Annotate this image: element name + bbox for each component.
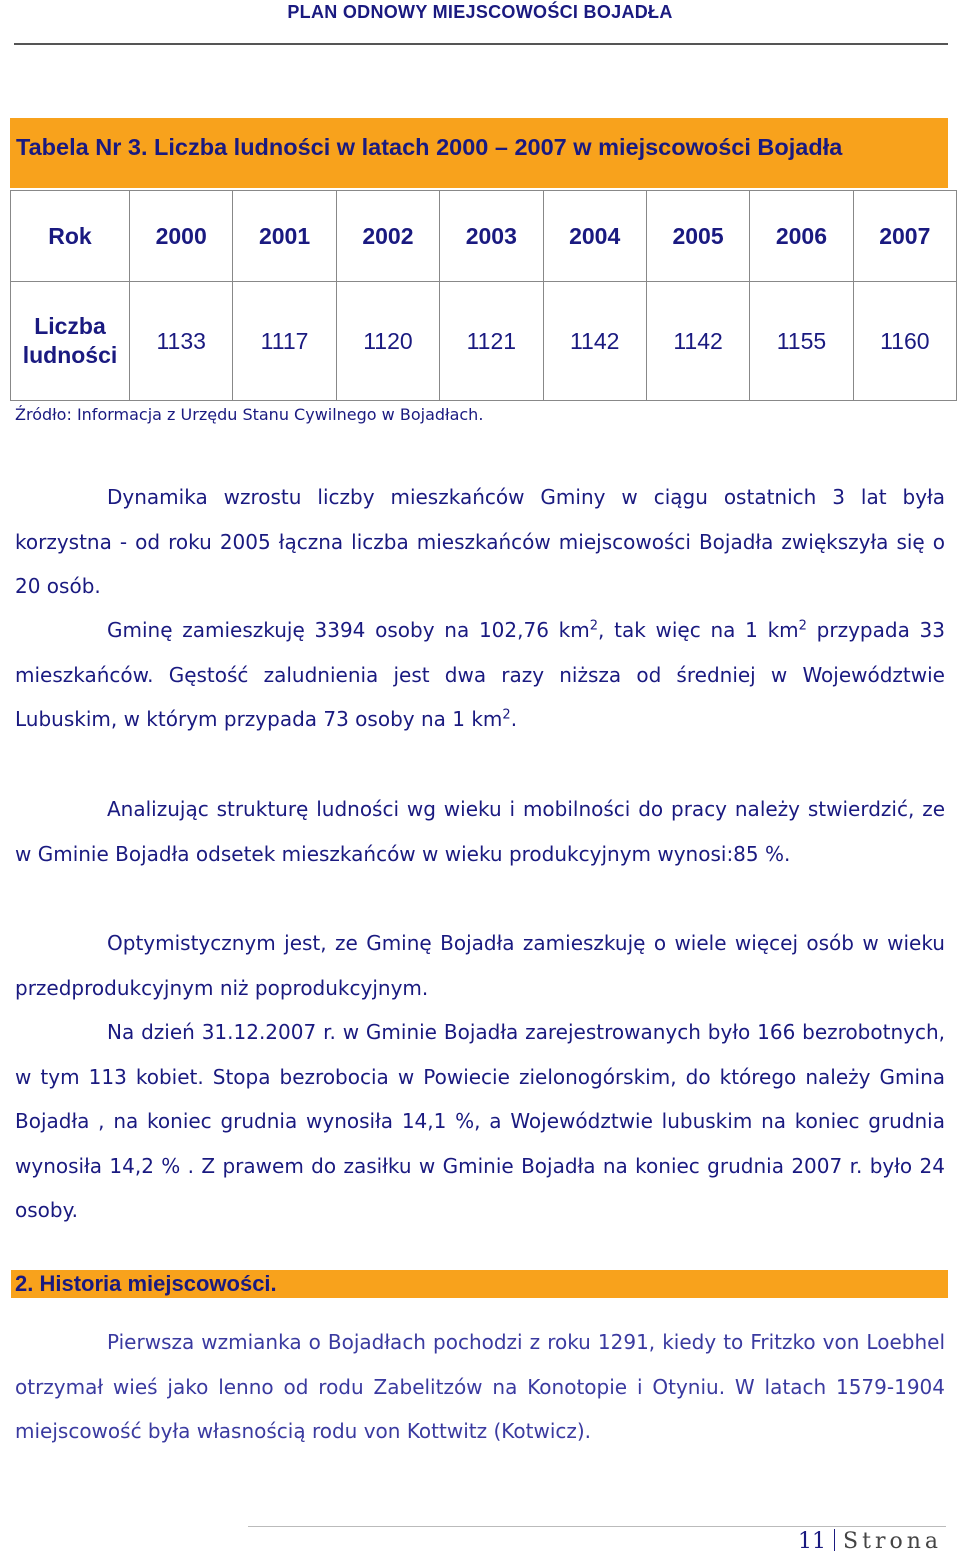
population-label-line1: Liczba: [34, 313, 106, 339]
paragraph-optimism: [15, 921, 945, 1010]
population-label-line2: ludności: [22, 342, 118, 368]
paragraph-dynamics: [15, 475, 945, 609]
table-caption: Tabela Nr 3. Liczba ludności w latach 2000 – 2007 w miejscowości Bojadła: [16, 134, 843, 160]
population-cell: 1121: [440, 282, 543, 401]
population-cell: 1120: [336, 282, 439, 401]
year-cell: 2005: [646, 191, 749, 282]
population-cell: 1155: [750, 282, 853, 401]
year-cell: 2007: [853, 191, 956, 282]
table-row-years: [11, 191, 957, 282]
population-table: [10, 190, 957, 401]
paragraph-dynamics-text: Dynamika wzrostu liczby mieszkańców Gminy w ciągu ostatnich 3 lat była korzystna - od roku 2005 łączna liczba mieszkańców miejscowości Bojadła zwiększyła się o 20 osób.: [15, 485, 945, 598]
page-footer: [798, 1529, 942, 1554]
paragraph-history-text: Pierwsza wzmianka o Bojadłach pochodzi z roku 1291, kiedy to Fritzko von Loebhel otrzymał wieś jako lenno od rodu Zabelitzów na Konotopie i Otyniu. W latach 1579-1904 miejscowość była własnością rodu von Kottwitz (Kotwicz).: [15, 1330, 945, 1443]
population-cell: 1142: [543, 282, 646, 401]
page-header: PLAN ODNOWY MIEJSCOWOŚCI BOJADŁA: [287, 2, 673, 22]
superscript: 2: [589, 618, 599, 634]
paragraph-structure-text: Analizując strukturę ludności wg wieku i mobilności do pracy należy stwierdzić, ze w Gminie Bojadła odsetek mieszkańców w wieku produkcyjnym wynosi:85 %.: [15, 797, 945, 866]
population-cell: 1160: [853, 282, 956, 401]
paragraph-density: [15, 608, 945, 742]
section-heading: 2. Historia miejscowości.: [15, 1271, 277, 1296]
table-row-population: [11, 282, 957, 401]
page-label: Strona: [843, 1529, 942, 1554]
header-divider: [14, 43, 948, 45]
population-cell: 1117: [233, 282, 336, 401]
year-cell: 2001: [233, 191, 336, 282]
footer-divider: [248, 1526, 946, 1527]
population-header-cell: [11, 282, 130, 401]
density-text-a: Gminę zamieszkuję 3394 osoby na 102,76 km: [107, 618, 590, 642]
table-caption-band: [10, 118, 948, 188]
density-text-c: przypada 33 mieszkańców. Gęstość zaludnienia jest dwa razy niższa od średniej w Województwie Lubuskim, w którym przypada 73 osoby na 1 km: [15, 618, 946, 731]
year-cell: 2002: [336, 191, 439, 282]
paragraph-unemployment: [15, 1010, 945, 1233]
superscript: 2: [798, 618, 807, 634]
paragraph-structure: [15, 787, 945, 876]
density-text-d: .: [510, 707, 518, 731]
superscript: 2: [502, 707, 511, 723]
section-heading-band: [11, 1270, 948, 1298]
year-cell: 2006: [750, 191, 853, 282]
year-header-cell: Rok: [11, 191, 130, 282]
table-source: Źródło: Informacja z Urzędu Stanu Cywilnego w Bojadłach.: [15, 405, 484, 424]
population-cell: 1133: [130, 282, 233, 401]
paragraph-history: [15, 1320, 945, 1454]
year-cell: 2003: [440, 191, 543, 282]
page-number: 11: [798, 1529, 827, 1554]
year-cell: 2004: [543, 191, 646, 282]
footer-separator: [834, 1529, 835, 1551]
paragraph-unemployment-text: Na dzień 31.12.2007 r. w Gminie Bojadła zarejestrowanych było 166 bezrobotnych, w tym 113 kobiet. Stopa bezrobocia w Powiecie zielonogórskim, do którego należy Gmina Bojadła , na koniec grudnia wynosiła 14,1 %, a Województwie lubuskim na koniec grudnia wynosiła 14,2 % . Z prawem do zasiłku w Gminie Bojadła na koniec grudnia 2007 r. było 24 osoby.: [15, 1020, 945, 1222]
paragraph-optimism-text: Optymistycznym jest, ze Gminę Bojadła zamieszkuję o wiele więcej osób w wieku przedprodukcyjnym niż poprodukcyjnym.: [15, 931, 945, 1000]
year-cell: 2000: [130, 191, 233, 282]
population-cell: 1142: [646, 282, 749, 401]
density-text-b: , tak więc na 1 km: [598, 618, 799, 642]
